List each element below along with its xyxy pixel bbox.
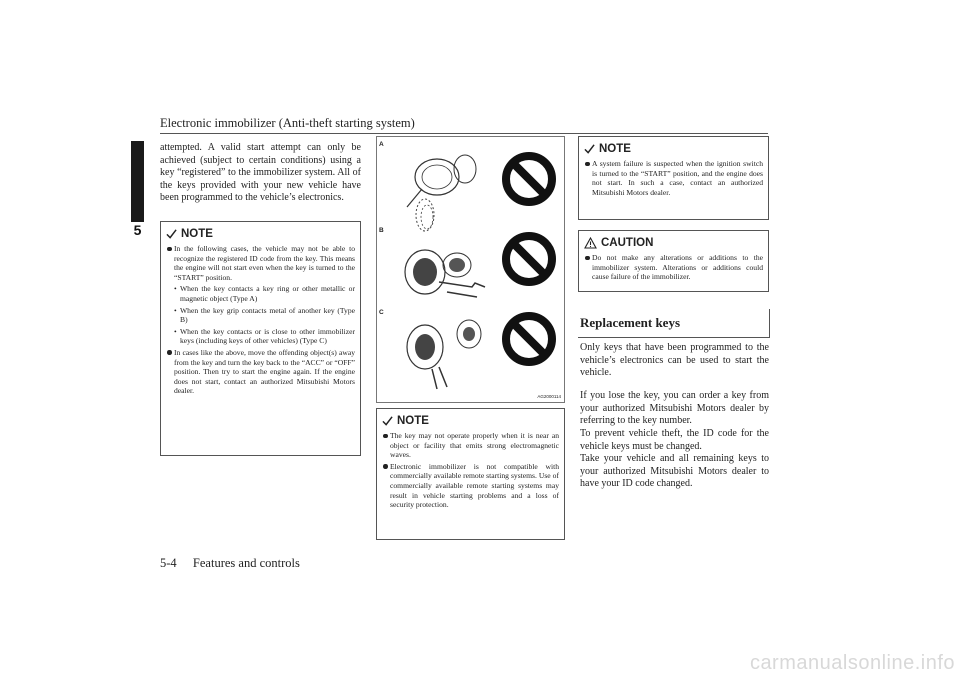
- figure-illustration: [377, 137, 564, 402]
- note-title: NOTE: [397, 414, 429, 427]
- note-sub-item: • When the key grip contacts metal of another key (Type B): [174, 305, 355, 325]
- chapter-tab-number: 5: [131, 222, 144, 238]
- note-sub-item: • When the key contacts or is close to other immobilizer keys (including keys of other vehicles) (Type C): [174, 326, 355, 346]
- key-with-ring-illustration: [407, 155, 476, 231]
- watermark: carmanualsonline.info: [749, 652, 955, 674]
- key-grip-contact-illustration: [405, 250, 485, 297]
- note-header: [382, 413, 559, 428]
- body-paragraph: Only keys that have been programmed to the vehicle’s electronics can be used to start the vehicle.: [580, 342, 769, 378]
- header-divider: [160, 133, 768, 134]
- figure-code: AG2000114: [537, 394, 561, 399]
- note-bullet: A system failure is suspected when the ignition switch is turned to the “START” position, and the engine does not start. In such a case, contact an authorized Mitsubishi Motors dealer.: [584, 159, 763, 197]
- page-header-title: Electronic immobilizer (Anti-theft starting system): [160, 116, 415, 130]
- body-paragraph: If you lose the key, you can order a key from your authorized Mitsubishi Motors dealer by referring to the key number.: [580, 390, 769, 426]
- figure-label-b: B: [379, 227, 384, 234]
- note-title: NOTE: [599, 142, 631, 155]
- note-sub-item: • When the key contacts a key ring or other metallic or magnetic object (Type A): [174, 284, 355, 303]
- prohibited-icon: [506, 156, 552, 202]
- prohibited-icon: [506, 316, 552, 362]
- note-box-middle: [376, 408, 565, 540]
- note-header: [166, 226, 355, 241]
- caution-header: [584, 235, 763, 250]
- body-paragraph: To prevent vehicle theft, the ID code for the vehicle keys must be changed.: [580, 428, 769, 452]
- page-footer: [160, 556, 300, 571]
- body-paragraph: Take your vehicle and all remaining keys to your authorized Mitsubishi Motors dealer to have your ID code changed.: [580, 453, 769, 489]
- section-title-replacement-keys: Replacement keys: [578, 309, 770, 338]
- caution-box: [578, 230, 769, 292]
- page-number: 5-4: [160, 556, 177, 570]
- warning-triangle-icon: [584, 237, 597, 249]
- chapter-tab: [131, 141, 144, 231]
- caution-title: CAUTION: [601, 236, 654, 249]
- intro-paragraph: attempted. A valid start attempt can only be achieved (subject to certain conditions) using a key “registered” to the immobilizer system. All of the keys provided with your new vehicle have been programmed to the vehicle’s electronics.: [160, 142, 361, 203]
- note-box-left: [160, 221, 361, 456]
- note-bullet: In cases like the above, move the offending object(s) away from the key and turn the key back to the “ACC” or “OFF” position. Then try to start the engine again. If the engine does not start, contact an authorized Mitsubishi Motors dealer.: [166, 348, 355, 396]
- key-interference-figure: [376, 136, 565, 403]
- figure-label-a: A: [379, 141, 384, 148]
- note-bullet: In the following cases, the vehicle may not be able to recognize the registered ID code from the key. This means the engine will not start even when the key is turned to the “START” position.: [166, 244, 355, 282]
- caution-bullet: Do not make any alterations or additions to the immobilizer system. Alterations or additions could cause failure of the immobilizer.: [584, 253, 763, 282]
- note-header: [584, 141, 763, 156]
- note-box-right: [578, 136, 769, 220]
- checkmark-icon: [382, 415, 393, 426]
- note-bullet: The key may not operate properly when it is near an object or facility that emits strong electromagnetic waves.: [382, 431, 559, 460]
- note-bullet: Electronic immobilizer is not compatible with commercially available remote starting systems. Use of commercially available remote starting systems may result in vehicle starting problems and a loss of security protection.: [382, 462, 559, 510]
- checkmark-icon: [584, 143, 595, 154]
- note-title: NOTE: [181, 227, 213, 240]
- checkmark-icon: [166, 228, 177, 239]
- prohibited-icon: [506, 236, 552, 282]
- two-immobilizer-keys-illustration: [407, 320, 481, 389]
- figure-label-c: C: [379, 309, 384, 316]
- footer-section: Features and controls: [192, 556, 300, 570]
